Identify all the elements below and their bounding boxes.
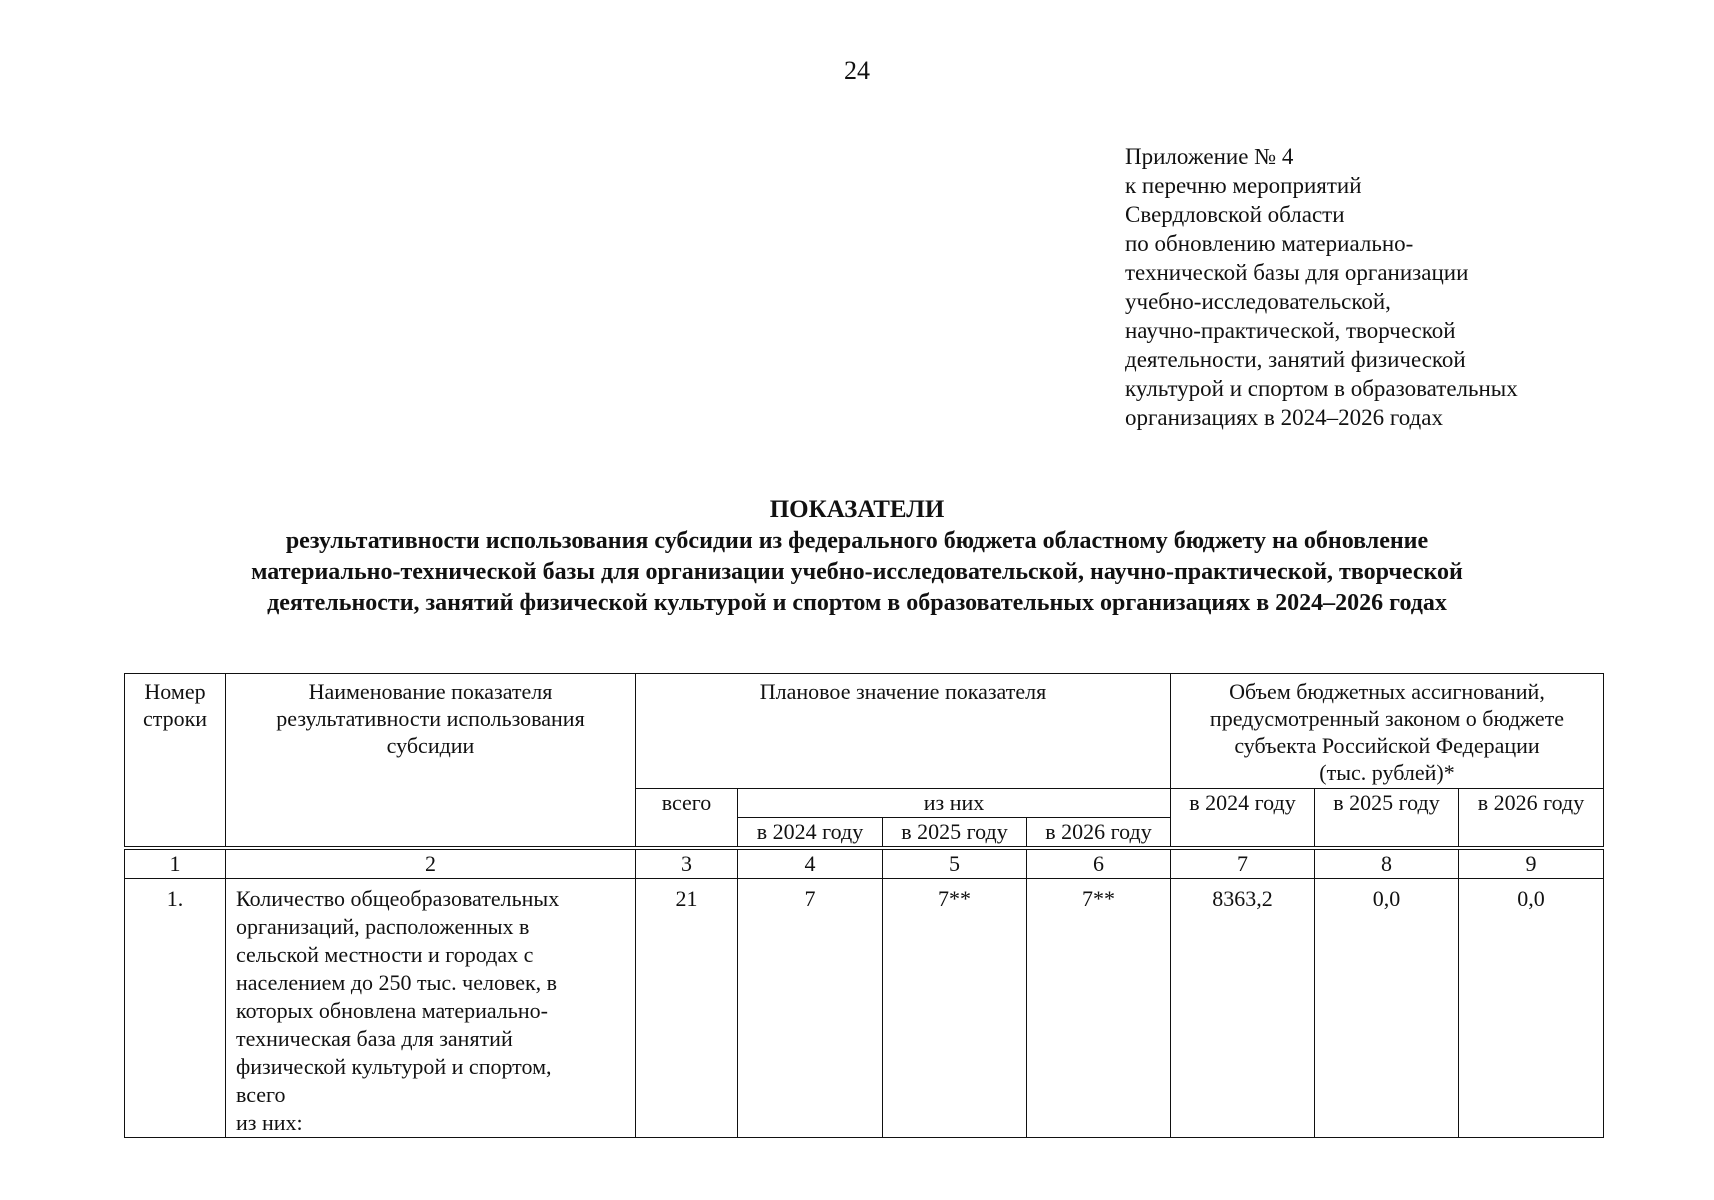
indicator-name-line: организаций, расположенных в: [236, 914, 530, 939]
header-budget-2026: в 2026 году: [1459, 789, 1604, 847]
indicator-name: [226, 879, 636, 1138]
header-text: Номер: [144, 679, 206, 704]
indicator-name-line: Количество общеобразовательных: [236, 886, 560, 911]
value-total: 21: [636, 879, 738, 1138]
row-number: 1.: [125, 879, 226, 1138]
indicators-table: [124, 673, 1604, 1138]
header-of-them: из них: [738, 789, 1171, 818]
appendix-note: [1125, 142, 1665, 432]
title-line: деятельности, занятий физической культурой и спортом в образовательных организациях в 2024–2026 годах: [267, 590, 1447, 616]
column-number: 5: [883, 850, 1027, 879]
title-line: материально-технической базы для организации учебно-исследовательской, научно-практической, творческой: [251, 559, 1463, 585]
header-text: Наименование показателя: [308, 679, 553, 704]
value-plan-2025: 7**: [883, 879, 1027, 1138]
header-text: предусмотренный законом о бюджете: [1209, 706, 1565, 731]
header-budget-volume: [1171, 674, 1604, 789]
column-number: 6: [1027, 850, 1171, 879]
indicator-name-line: которых обновлена материально-: [236, 998, 548, 1023]
value-budget-2024: 8363,2: [1171, 879, 1315, 1138]
header-text: Объем бюджетных ассигнований,: [1229, 679, 1545, 704]
header-text: субсидии: [386, 733, 475, 758]
appendix-line: к перечню мероприятий: [1125, 173, 1362, 198]
value-budget-2026: 0,0: [1459, 879, 1604, 1138]
indicator-name-line: из них:: [236, 1110, 303, 1135]
header-plan-2024: в 2024 году: [738, 818, 883, 847]
title-main: ПОКАЗАТЕЛИ: [769, 496, 945, 523]
header-text: субъекта Российской Федерации: [1234, 733, 1540, 758]
header-plan-2026: в 2026 году: [1027, 818, 1171, 847]
header-text: результативности использования: [276, 706, 585, 731]
indicator-name-line: техническая база для занятий: [236, 1026, 513, 1051]
column-number: 8: [1315, 850, 1459, 879]
appendix-line: деятельности, занятий физической: [1125, 347, 1466, 372]
table-row: [125, 879, 1604, 1138]
appendix-line: по обновлению материально-: [1125, 231, 1414, 256]
header-total: всего: [636, 789, 738, 847]
column-number: 3: [636, 850, 738, 879]
appendix-line: учебно-исследовательской,: [1125, 289, 1391, 314]
column-number: 1: [125, 850, 226, 879]
page-number: 24: [844, 56, 870, 85]
header-text: строки: [142, 706, 208, 731]
indicator-name-line: всего: [236, 1082, 286, 1107]
indicator-name-line: сельской местности и городах с: [236, 942, 534, 967]
header-budget-2024: в 2024 году: [1171, 789, 1315, 847]
appendix-line: технической базы для организации: [1125, 260, 1469, 285]
header-text: (тыс. рублей)*: [1319, 760, 1455, 785]
column-number: 4: [738, 850, 883, 879]
indicator-name-line: населением до 250 тыс. человек, в: [236, 970, 558, 995]
column-number: 9: [1459, 850, 1604, 879]
appendix-line: Свердловской области: [1125, 202, 1345, 227]
header-indicator-name: [226, 674, 636, 847]
value-plan-2024: 7: [738, 879, 883, 1138]
column-number: 2: [226, 850, 636, 879]
document-title: [0, 494, 1714, 619]
header-plan-2025: в 2025 году: [883, 818, 1027, 847]
indicator-name-line: физической культурой и спортом,: [236, 1054, 552, 1079]
appendix-line: организациях в 2024–2026 годах: [1125, 405, 1443, 430]
header-budget-2025: в 2025 году: [1315, 789, 1459, 847]
value-plan-2026: 7**: [1027, 879, 1171, 1138]
appendix-line: Приложение № 4: [1125, 144, 1294, 169]
column-number: 7: [1171, 850, 1315, 879]
column-numbers-row: [125, 850, 1604, 879]
appendix-line: культурой и спортом в образовательных: [1125, 376, 1518, 401]
value-budget-2025: 0,0: [1315, 879, 1459, 1138]
header-planned-value: [636, 674, 1171, 789]
header-row-number: [125, 674, 226, 847]
title-line: результативности использования субсидии из федерального бюджета областному бюджету на обновление: [285, 528, 1429, 554]
appendix-line: научно-практической, творческой: [1125, 318, 1456, 343]
header-text: Плановое значение показателя: [759, 679, 1047, 704]
